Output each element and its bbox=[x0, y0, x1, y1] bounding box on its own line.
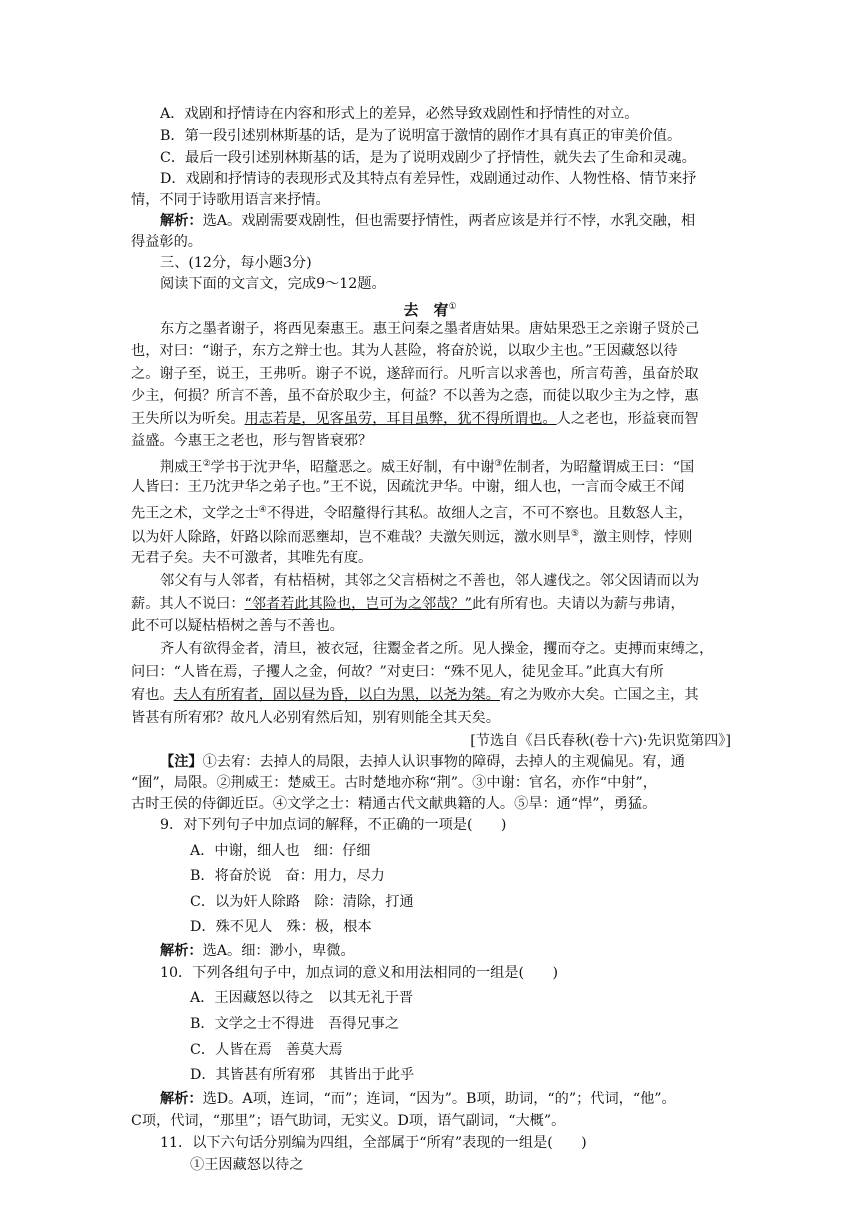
q9-option-a: A．中谢，细人也 细：仔细 bbox=[190, 843, 371, 859]
analysis-label: 解析： bbox=[160, 1091, 203, 1107]
passage-text: 不得进，令昭釐得行其私。故细人之言，不可不察也。且数怒人主， bbox=[266, 505, 693, 522]
passage-text: 王失所以为听矣。 bbox=[131, 411, 245, 427]
passage-line: 邻父有与人邻者，有枯梧树，其邻之父言梧树之不善也，邻人遽伐之。邻父因请而以为 bbox=[160, 573, 700, 589]
option-b-prev: B．第一段引述别林斯基的话，是为了说明富于激情的剧作才具有真正的审美价值。 bbox=[160, 128, 682, 144]
q9-option-d: D．殊不见人 殊：极，根本 bbox=[190, 919, 372, 935]
passage-title bbox=[0, 297, 860, 320]
option-c-prev: C．最后一段引述别林斯基的话，是为了说明戏剧少了抒情性，就失去了生命和灵魂。 bbox=[160, 150, 696, 166]
passage-line bbox=[131, 500, 701, 524]
underlined-sentence: 用志若是，见客虽劳，耳目虽弊，犹不得所谓也。 bbox=[244, 411, 557, 427]
passage-line: 益盛。今惠王之老也，形与智皆衰邪？ bbox=[131, 433, 373, 449]
analysis-10-cont: C项，代词，“那里”；语气助词，无实义。D项，语气副词，“大概”。 bbox=[131, 1113, 566, 1129]
q10-option-a: A．王因藏怒以待之 以其无礼于晋 bbox=[190, 990, 414, 1006]
passage-line bbox=[160, 454, 730, 478]
passage-line: 少主，何损？所言不善，虽不奋於取少主，何益？不以善为之悫，而徒以取少主为之悖，惠 bbox=[131, 388, 699, 404]
passage-line: 也，对曰：“谢子，东方之辩士也。其为人甚险，将奋於说，以取少主也。”王因藏怒以待 bbox=[131, 343, 678, 359]
question-10: 10．下列各组句子中，加点词的意义和用法相同的一组是( ) bbox=[160, 965, 559, 981]
note-mark: ③ bbox=[494, 459, 503, 469]
notes-text: ①去宥：去掉人的局限，去掉人认识事物的障碍，去掉人的主观偏见。宥，通 bbox=[202, 754, 685, 770]
option-d-prev-cont: 情，不同于诗歌用语言来抒情。 bbox=[131, 192, 330, 208]
q10-option-b: B．文学之士不得进 吾得兄事之 bbox=[190, 1016, 400, 1032]
section-instruction: 阅读下面的文言文，完成9～12题。 bbox=[160, 276, 386, 292]
notes-line: 古时王侯的侍御近臣。④文学之士：精通古代文献典籍的人。⑤旱：通“悍”，勇猛。 bbox=[131, 796, 657, 812]
question-11: 11．以下六句话分别编为四组，全部属于“所宥”表现的一组是( ) bbox=[160, 1135, 587, 1151]
passage-line bbox=[131, 594, 701, 614]
q10-option-d: D．其皆甚有所宥邪 其皆出于此乎 bbox=[190, 1067, 415, 1083]
passage-text: 荆威王 bbox=[160, 459, 203, 476]
q10-option-c: C．人皆在焉 善莫大焉 bbox=[190, 1042, 343, 1058]
notes-line: “囿”，局限。②荆威王：楚威王。古时楚地亦称“荆”。③中谢：官名，亦作“中射”， bbox=[131, 775, 657, 791]
passage-line: 无君子矣。夫不可激者，其唯先有度。 bbox=[131, 550, 373, 566]
underlined-sentence: “邻者若此其险也，岂可为之邻哉？” bbox=[244, 596, 472, 612]
analysis-8 bbox=[160, 211, 730, 231]
passage-line bbox=[131, 685, 701, 705]
option-d-prev: D．戏剧和抒情诗的表现形式及其特点有差异性，戏剧通过动作、人物性格、情节来抒 bbox=[160, 171, 697, 187]
passage-line: 问曰：“人皆在焉，子攫人之金，何故？”对吏曰：“殊不见人，徒见金耳。”此真大有所 bbox=[131, 664, 664, 680]
analysis-label: 解析： bbox=[160, 943, 203, 959]
passage-line: 此不可以疑枯梧树之善与不善也。 bbox=[131, 618, 344, 634]
passage-line: 之。谢子至，说王，王弗听。谢子不说，遂辞而行。凡听言以求善也，所言苟善，虽奋於取 bbox=[131, 366, 699, 382]
passage-line: 皆甚有所宥邪？故凡人必别宥然后知，别宥则能全其天矣。 bbox=[131, 710, 500, 726]
note-mark: ④ bbox=[258, 505, 267, 515]
analysis-label: 解析： bbox=[160, 213, 203, 229]
note-mark: ⑤ bbox=[570, 529, 579, 539]
passage-text: 以为奸人除路，奸路以除而恶壅却，岂不难哉？夫激矢则远，激水则旱 bbox=[131, 529, 571, 546]
passage-text: 宥之为败亦大矣。亡国之主，其 bbox=[499, 687, 699, 703]
analysis-10 bbox=[160, 1089, 730, 1109]
q11-item-1: ①王因藏怒以待之 bbox=[190, 1157, 304, 1173]
passage-text: 此有所宥也。夫请以为薪与弗请， bbox=[471, 596, 685, 612]
passage-line: 齐人有欲得金者，清旦，被衣冠，往鬻金者之所。见人操金，攫而夺之。吏搏而束缚之， bbox=[160, 641, 714, 657]
section-heading: 三、(12分，每小题3分) bbox=[160, 255, 312, 271]
analysis-text: 选D。A项，连词，“而”；连词，“因为”。B项，助词，“的”；代词，“他”。 bbox=[202, 1091, 676, 1107]
passage-line: 东方之墨者谢子，将西见秦惠王。惠王问秦之墨者唐姑果。唐姑果恐王之亲谢子贤於己 bbox=[160, 321, 700, 337]
source-citation: [节选自《吕氏春秋(卷十六)·先识览第四》] bbox=[470, 733, 731, 749]
option-a-prev: A．戏剧和抒情诗在内容和形式上的差异，必然导致戏剧性和抒情性的对立。 bbox=[160, 106, 639, 122]
notes-line bbox=[160, 752, 730, 772]
title-note-mark: ① bbox=[448, 302, 457, 312]
note-mark: ② bbox=[202, 459, 211, 469]
passage-text: 薪。其人不说曰： bbox=[131, 596, 245, 612]
underlined-sentence: 夫人有所宥者，固以昼为昏，以白为黑，以尧为桀。 bbox=[173, 687, 500, 703]
passage-line: 人皆曰：王乃沈尹华之弟子也。”王不说，因疏沈尹华。中谢，细人也，一言而令威王不闻 bbox=[131, 479, 685, 495]
passage-text: ，激主则悖，悖则 bbox=[578, 529, 693, 546]
passage-text: 宥也。 bbox=[131, 687, 174, 703]
question-9: 9．对下列句子中加点词的解释，不正确的一项是( ) bbox=[160, 817, 507, 833]
passage-line bbox=[131, 409, 701, 429]
q9-option-b: B．将奋於说 奋：用力，尽力 bbox=[190, 868, 385, 884]
passage-text: 先王之术，文学之士 bbox=[131, 505, 259, 522]
analysis-8-cont: 得益彰的。 bbox=[131, 234, 202, 250]
passage-text: 人之老也，形益衰而智 bbox=[556, 411, 699, 427]
passage-text: 学书于沈尹华，昭釐恶之。威王好制，有中谢 bbox=[210, 459, 495, 476]
notes-label: 【注】 bbox=[160, 754, 203, 770]
analysis-text: 选A。戏剧需要戏剧性，但也需要抒情性，两者应该是并行不悖，水乳交融，相 bbox=[202, 213, 696, 229]
passage-line bbox=[131, 524, 701, 548]
analysis-text: 选A。细：渺小，卑微。 bbox=[202, 943, 355, 959]
passage-text: 佐制者，为昭釐谓威王曰：“国 bbox=[502, 459, 695, 476]
title-text: 去 宥 bbox=[403, 301, 449, 319]
analysis-9 bbox=[160, 941, 730, 961]
q9-option-c: C．以为奸人除路 除：清除，打通 bbox=[190, 894, 414, 910]
